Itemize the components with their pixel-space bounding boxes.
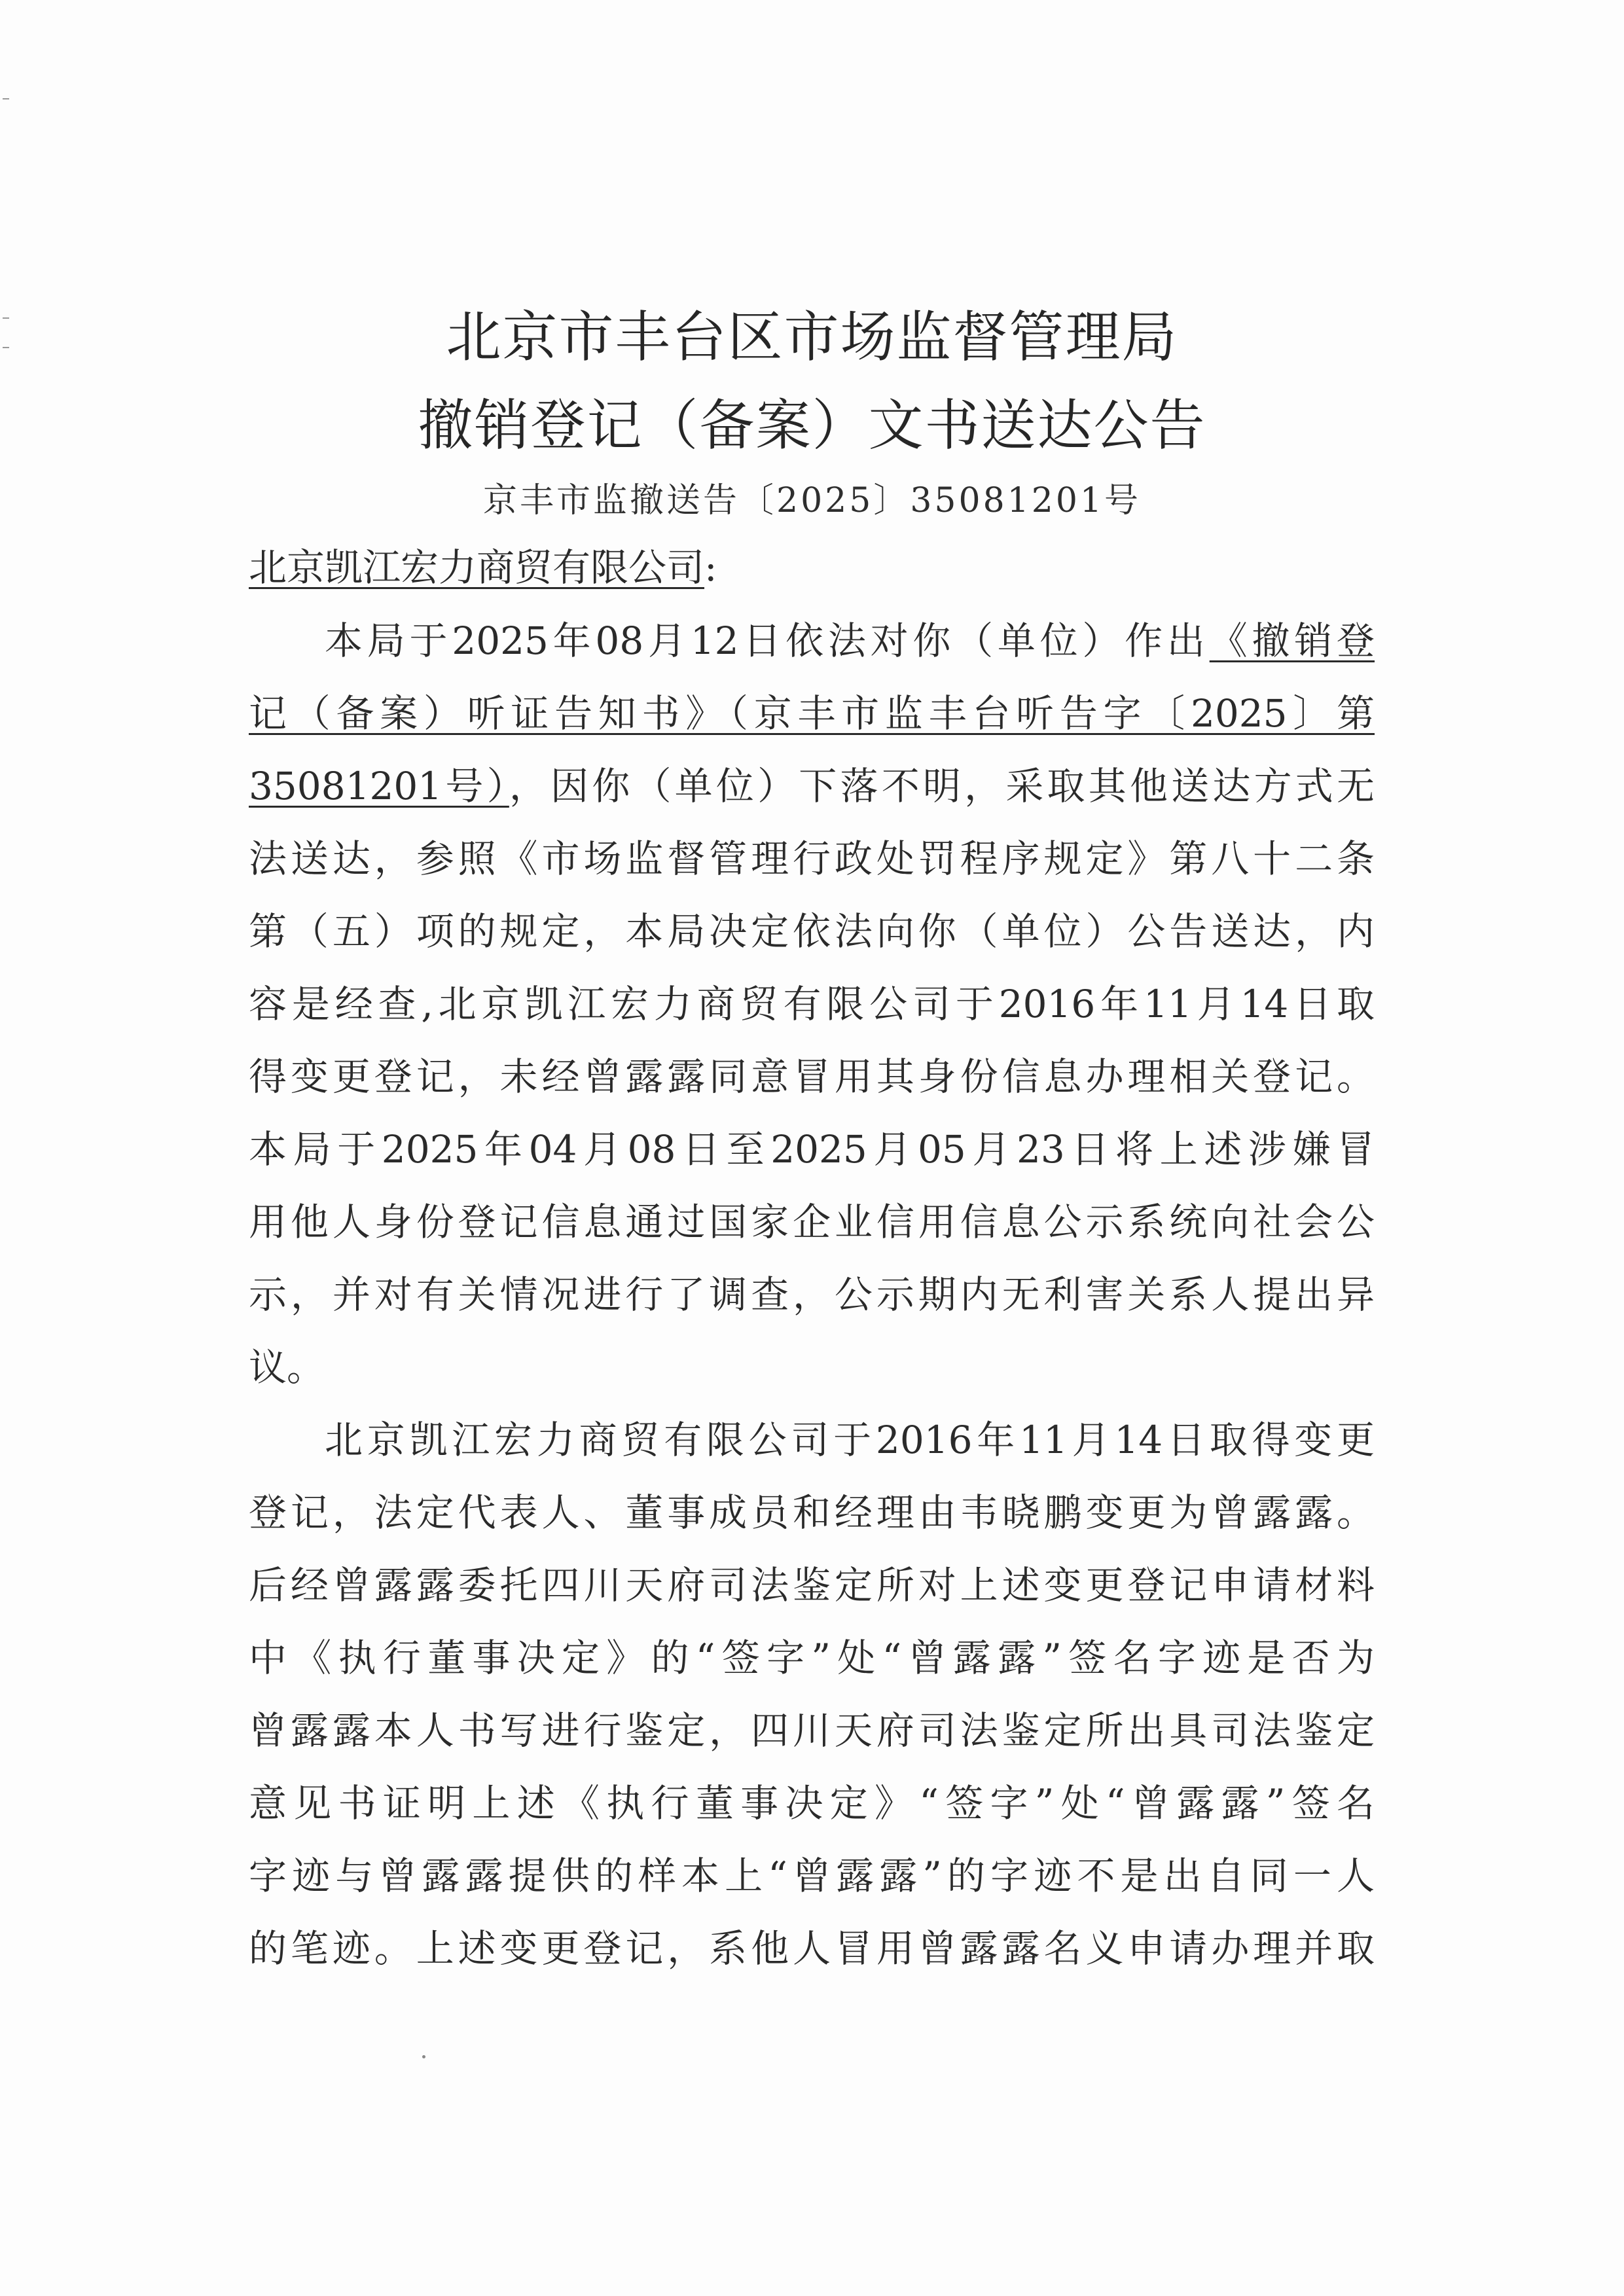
- paragraph1-line3: [249, 760, 1375, 812]
- paragraph2-line6: 意见书证明上述《执行董事决定》“签字”处“曾露露”签名: [249, 1781, 1375, 1825]
- paragraph2-line2: 登记，法定代表人、董事成员和经理由韦晓鹏变更为曾露露。: [249, 1490, 1375, 1535]
- paragraph2-line4: 中《执行董事决定》的“签字”处“曾露露”签名字迹是否为: [249, 1636, 1375, 1680]
- paragraph1-line4: 法送达，参照《市场监督管理行政处罚程序规定》第八十二条: [249, 836, 1375, 881]
- paragraph1-text: 本局于2025年08月12日依法对你（单位）作出: [325, 619, 1210, 663]
- paragraph1-line9: 用他人身份登记信息通过国家企业信用信息公示系统向社会公: [249, 1200, 1375, 1244]
- paragraph1-line10: 示，并对有关情况进行了调查，公示期内无利害关系人提出异: [249, 1272, 1375, 1317]
- paragraph1-line6: 容是经查,北京凯江宏力商贸有限公司于2016年11月14日取: [249, 982, 1375, 1026]
- paragraph1-line7: 得变更登记，未经曾露露同意冒用其身份信息办理相关登记。: [249, 1054, 1375, 1099]
- addressee-line: [249, 541, 1375, 594]
- paragraph1-text: ，因你（单位）下落不明，采取其他送达方式无: [509, 764, 1375, 808]
- paragraph2-line1: 北京凯江宏力商贸有限公司于2016年11月14日取得变更: [325, 1418, 1375, 1462]
- paragraph1-line5: 第（五）项的规定，本局决定依法向你（单位）公告送达，内: [249, 909, 1375, 954]
- addressee-name: 北京凯江宏力商贸有限公司: [249, 545, 705, 590]
- paragraph2-line8: 的笔迹。上述变更登记，系他人冒用曾露露名义申请办理并取: [249, 1926, 1375, 1971]
- addressee-colon: :: [704, 545, 717, 590]
- document-number: 京丰市监撤送告〔2025〕35081201号: [482, 481, 1141, 520]
- document-title-line1: 北京市丰台区市场监督管理局: [446, 305, 1178, 369]
- notice-document-ref: 《撤销登: [1209, 619, 1375, 663]
- paragraph1-line11: 议。: [249, 1345, 325, 1390]
- paragraph1-line1: [325, 615, 1375, 667]
- scan-speck: [422, 2055, 425, 2058]
- paragraph2-line7: 字迹与曾露露提供的样本上“曾露露”的字迹不是出自同一人: [249, 1854, 1375, 1898]
- paragraph2-line3: 后经曾露露委托四川天府司法鉴定所对上述变更登记申请材料: [249, 1563, 1375, 1607]
- document-title-line2: 撤销登记（备案）文书送达公告: [418, 393, 1206, 457]
- paragraph1-line8: 本局于2025年04月08日至2025月05月23日将上述涉嫌冒: [249, 1127, 1375, 1172]
- notice-document-number: 35081201号）: [249, 764, 509, 808]
- paragraph1-line2: 记（备案）听证告知书》（京丰市监丰台听告字〔2025〕第: [249, 691, 1375, 736]
- paragraph2-line5: 曾露露本人书写进行鉴定，四川天府司法鉴定所出具司法鉴定: [249, 1708, 1375, 1753]
- scan-edge-mark: [3, 98, 9, 99]
